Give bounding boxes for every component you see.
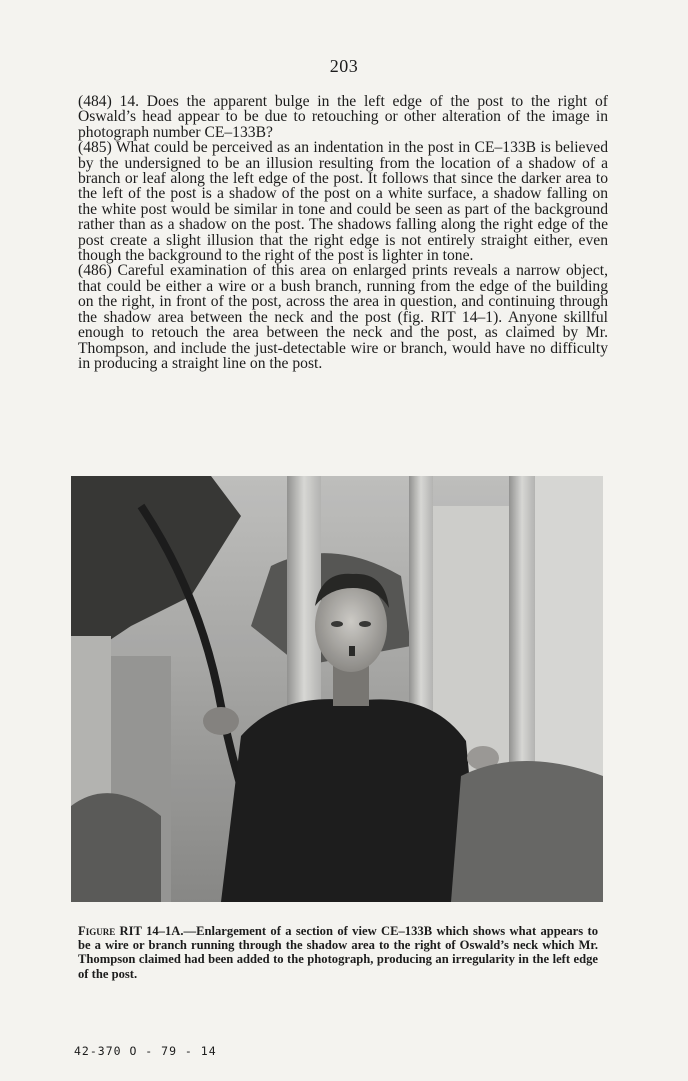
photograph-image (71, 476, 603, 902)
paragraph-486: (486) Careful examination of this area on enlarged prints reveals a narrow object, that could be either a wire or a bush branch, running from the edge of the building on the right, in front of the post, across the area in question, and continuing through the shadow area between the neck and the post (fig. RIT 14–1). Anyone skillful enough to retouch the area between the neck and the post, as claimed by Mr. Thompson, and include the just-detectable wire or branch, would have no difficulty in producing a straight line on the post. (78, 262, 608, 372)
figure-caption (78, 924, 598, 981)
paragraph-484: (484) 14. Does the apparent bulge in the left edge of the post to the right of Oswald’s head appear to be due to retouching or other alteration of the image in photograph number CE–133B? (78, 93, 608, 141)
body-text (78, 94, 608, 371)
figure-photograph (71, 476, 603, 902)
figure-caption-text: —Enlargement of a section of view CE–133B which shows what appears to be a wire or branch running through the shadow area to the right of Oswald’s neck which Mr. Thompson claimed had been added to the photograph, producing an irregularity in the left edge of the post. (78, 924, 599, 981)
figure-label: Figure RIT 14–1A. (78, 924, 184, 938)
footer-code: 42-370 O - 79 - 14 (74, 1044, 217, 1058)
page-number: 203 (329, 56, 359, 76)
paragraph-485: (485) What could be perceived as an indentation in the post in CE–133B is believed by the undersigned to be an illusion resulting from the location of a shadow of a branch or leaf along the left edge of the post. It follows that since the darker area to the left of the post is a shadow of the post on a white surface, a shadow falling on the white post would be similar in tone and could be seen as part of the background rather than as a shadow on the post. The shadows falling along the right edge of the post create a slight illusion that the right edge is not entirely straight either, even though the background to the right of the post is lighter in tone. (78, 139, 608, 265)
